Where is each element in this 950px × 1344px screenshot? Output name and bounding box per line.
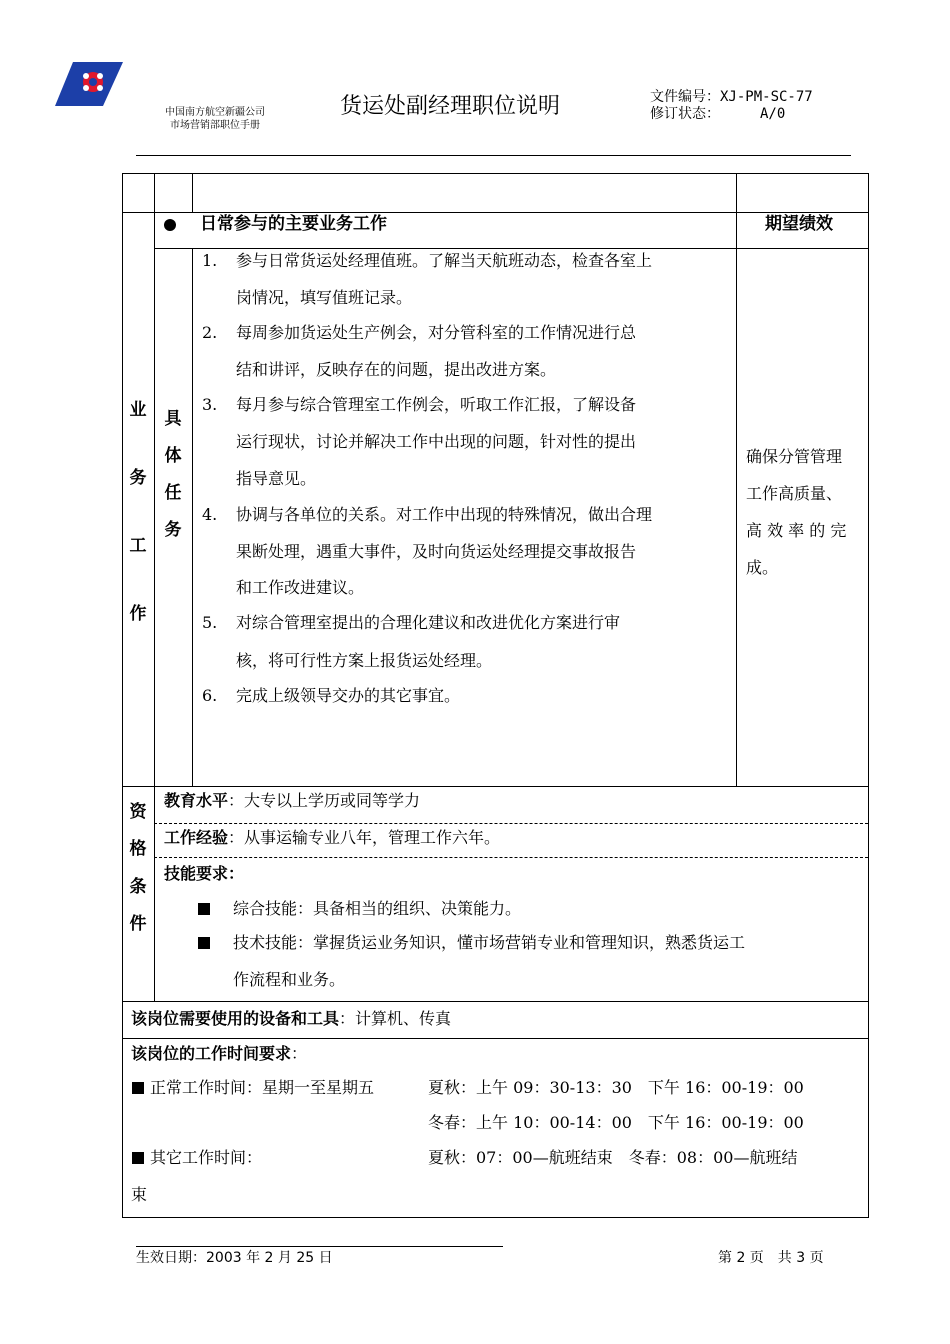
- performance-heading: 期望绩效: [765, 214, 833, 234]
- equipment-value: ：计算机、传真: [339, 1009, 452, 1028]
- square-bullet-icon: [132, 1152, 144, 1164]
- duty-line: 运行现状，讨论并解决工作中出现的问题，针对性的提出: [236, 432, 637, 451]
- col-divider-label: [154, 173, 155, 1001]
- page-title: 货运处副经理职位说明: [340, 94, 561, 119]
- work-hours-heading: [131, 1044, 307, 1064]
- label-char: 工: [129, 536, 147, 556]
- duty-line: 指导意见。: [236, 469, 317, 488]
- company-logo: [55, 60, 125, 108]
- page-number: 第 2 页 共 3 页: [718, 1250, 824, 1266]
- equipment-label: 该岗位需要使用的设备和工具: [131, 1009, 340, 1028]
- row-divider-5: [122, 1038, 869, 1039]
- label-char: 业: [129, 400, 147, 420]
- label-char: 作: [129, 604, 147, 624]
- performance-line: 确保分管管理: [746, 447, 843, 466]
- row-divider-4: [122, 1001, 869, 1002]
- col-divider-perf: [736, 173, 737, 786]
- dash-divider-2: [154, 857, 868, 858]
- performance-line: 工作高质量、: [746, 484, 843, 503]
- education-value: ：大专以上学历或同等学力: [228, 791, 421, 810]
- duty-number: 1.: [202, 251, 218, 270]
- equipment-row: [131, 1009, 451, 1029]
- other-hours-value: 夏秋：07：00—航班结束 冬春：08：00—航班结: [428, 1148, 798, 1167]
- duty-line: 每月参与综合管理室工作例会，听取工作汇报，了解设备: [236, 395, 637, 414]
- duty-number: 5.: [202, 613, 218, 632]
- square-bullet-icon: [198, 903, 210, 915]
- label-char: 条: [129, 877, 147, 897]
- skill-item-continued: 作流程和业务。: [233, 970, 346, 989]
- label-char: 格: [129, 839, 147, 859]
- revision-value: A/0: [760, 106, 786, 122]
- col-divider-top: [192, 173, 193, 212]
- duty-line: 对综合管理室提出的合理化建议和改进优化方案进行审: [236, 613, 621, 632]
- table-left-border: [122, 173, 123, 1218]
- doc-number-value: XJ-PM-SC-77: [720, 89, 813, 105]
- effective-date: 生效日期：2003 年 2 月 25 日: [136, 1250, 333, 1266]
- experience-label: 工作经验: [164, 828, 229, 847]
- company-name: [150, 106, 280, 132]
- normal-hours-summer: 夏秋：上午 09：30-13：30 下午 16：00-19：00: [428, 1078, 804, 1097]
- other-hours-tail: 束: [131, 1185, 148, 1204]
- experience-row: [164, 828, 500, 848]
- revision-label: 修订状态：: [650, 106, 720, 122]
- doc-meta: [650, 89, 813, 123]
- table-top-border: [122, 173, 869, 174]
- skill-item: 综合技能：具备相当的组织、决策能力。: [233, 899, 522, 918]
- row-divider-2: [154, 248, 869, 249]
- label-char: 务: [164, 520, 182, 540]
- header-rule: [136, 155, 851, 156]
- duties-heading: 日常参与的主要业务工作: [200, 214, 387, 234]
- normal-hours-label: 正常工作时间：星期一至星期五: [150, 1078, 375, 1097]
- label-char: 件: [129, 914, 147, 934]
- duty-number: 6.: [202, 686, 218, 705]
- dash-divider-1: [154, 823, 868, 824]
- table-bottom-border: [122, 1217, 869, 1218]
- duty-line: 完成上级领导交办的其它事宜。: [236, 686, 461, 705]
- col-divider-sublabel: [192, 248, 193, 786]
- education-label: 教育水平: [164, 791, 229, 810]
- square-bullet-icon: [132, 1082, 144, 1094]
- label-char: 具: [164, 409, 182, 429]
- normal-hours-winter: 冬春：上午 10：00-14：00 下午 16：00-19：00: [428, 1113, 804, 1132]
- experience-value: ：从事运输专业八年，管理工作六年。: [228, 828, 501, 847]
- duty-line: 和工作改进建议。: [236, 578, 365, 597]
- duty-number: 2.: [202, 323, 218, 342]
- footer-rule: [136, 1246, 503, 1247]
- duty-line: 结和讲评，反映存在的问题，提出改进方案。: [236, 360, 557, 379]
- duty-line: 果断处理，遇重大事件，及时向货运处经理提交事故报告: [236, 542, 637, 561]
- row-divider-1: [122, 212, 869, 213]
- duty-line: 岗情况，填写值班记录。: [236, 288, 413, 307]
- work-hours-colon: ：: [291, 1044, 308, 1063]
- label-char: 务: [129, 468, 147, 488]
- company-line2: 市场营销部职位手册: [170, 120, 260, 131]
- label-char: 体: [164, 446, 182, 466]
- duty-number: 3.: [202, 395, 218, 414]
- label-char: 任: [164, 483, 182, 503]
- performance-line: 高 效 率 的 完: [746, 521, 847, 540]
- duty-line: 核，将可行性方案上报货运处经理。: [236, 651, 493, 670]
- performance-line: 成。: [746, 558, 779, 577]
- skills-label: 技能要求：: [164, 864, 245, 883]
- row-divider-3: [122, 786, 869, 787]
- company-line1: 中国南方航空新疆公司: [165, 107, 265, 118]
- duty-line: 参与日常货运处经理值班。了解当天航班动态，检查各室上: [236, 251, 653, 270]
- skill-item: 技术技能：掌握货运业务知识，懂市场营销专业和管理知识，熟悉货运工: [233, 933, 746, 952]
- duty-line: 每周参加货运处生产例会，对分管科室的工作情况进行总: [236, 323, 637, 342]
- square-bullet-icon: [198, 937, 210, 949]
- duty-number: 4.: [202, 505, 218, 524]
- duty-line: 协调与各单位的关系。对工作中出现的特殊情况，做出合理: [236, 505, 653, 524]
- doc-number-label: 文件编号：: [650, 89, 720, 105]
- table-right-border: [868, 173, 869, 1218]
- work-hours-label: 该岗位的工作时间要求: [131, 1044, 292, 1063]
- label-char: 资: [129, 802, 147, 822]
- education-row: [164, 791, 420, 811]
- other-hours-label: 其它工作时间：: [150, 1148, 263, 1167]
- bullet-dot-icon: [164, 219, 176, 231]
